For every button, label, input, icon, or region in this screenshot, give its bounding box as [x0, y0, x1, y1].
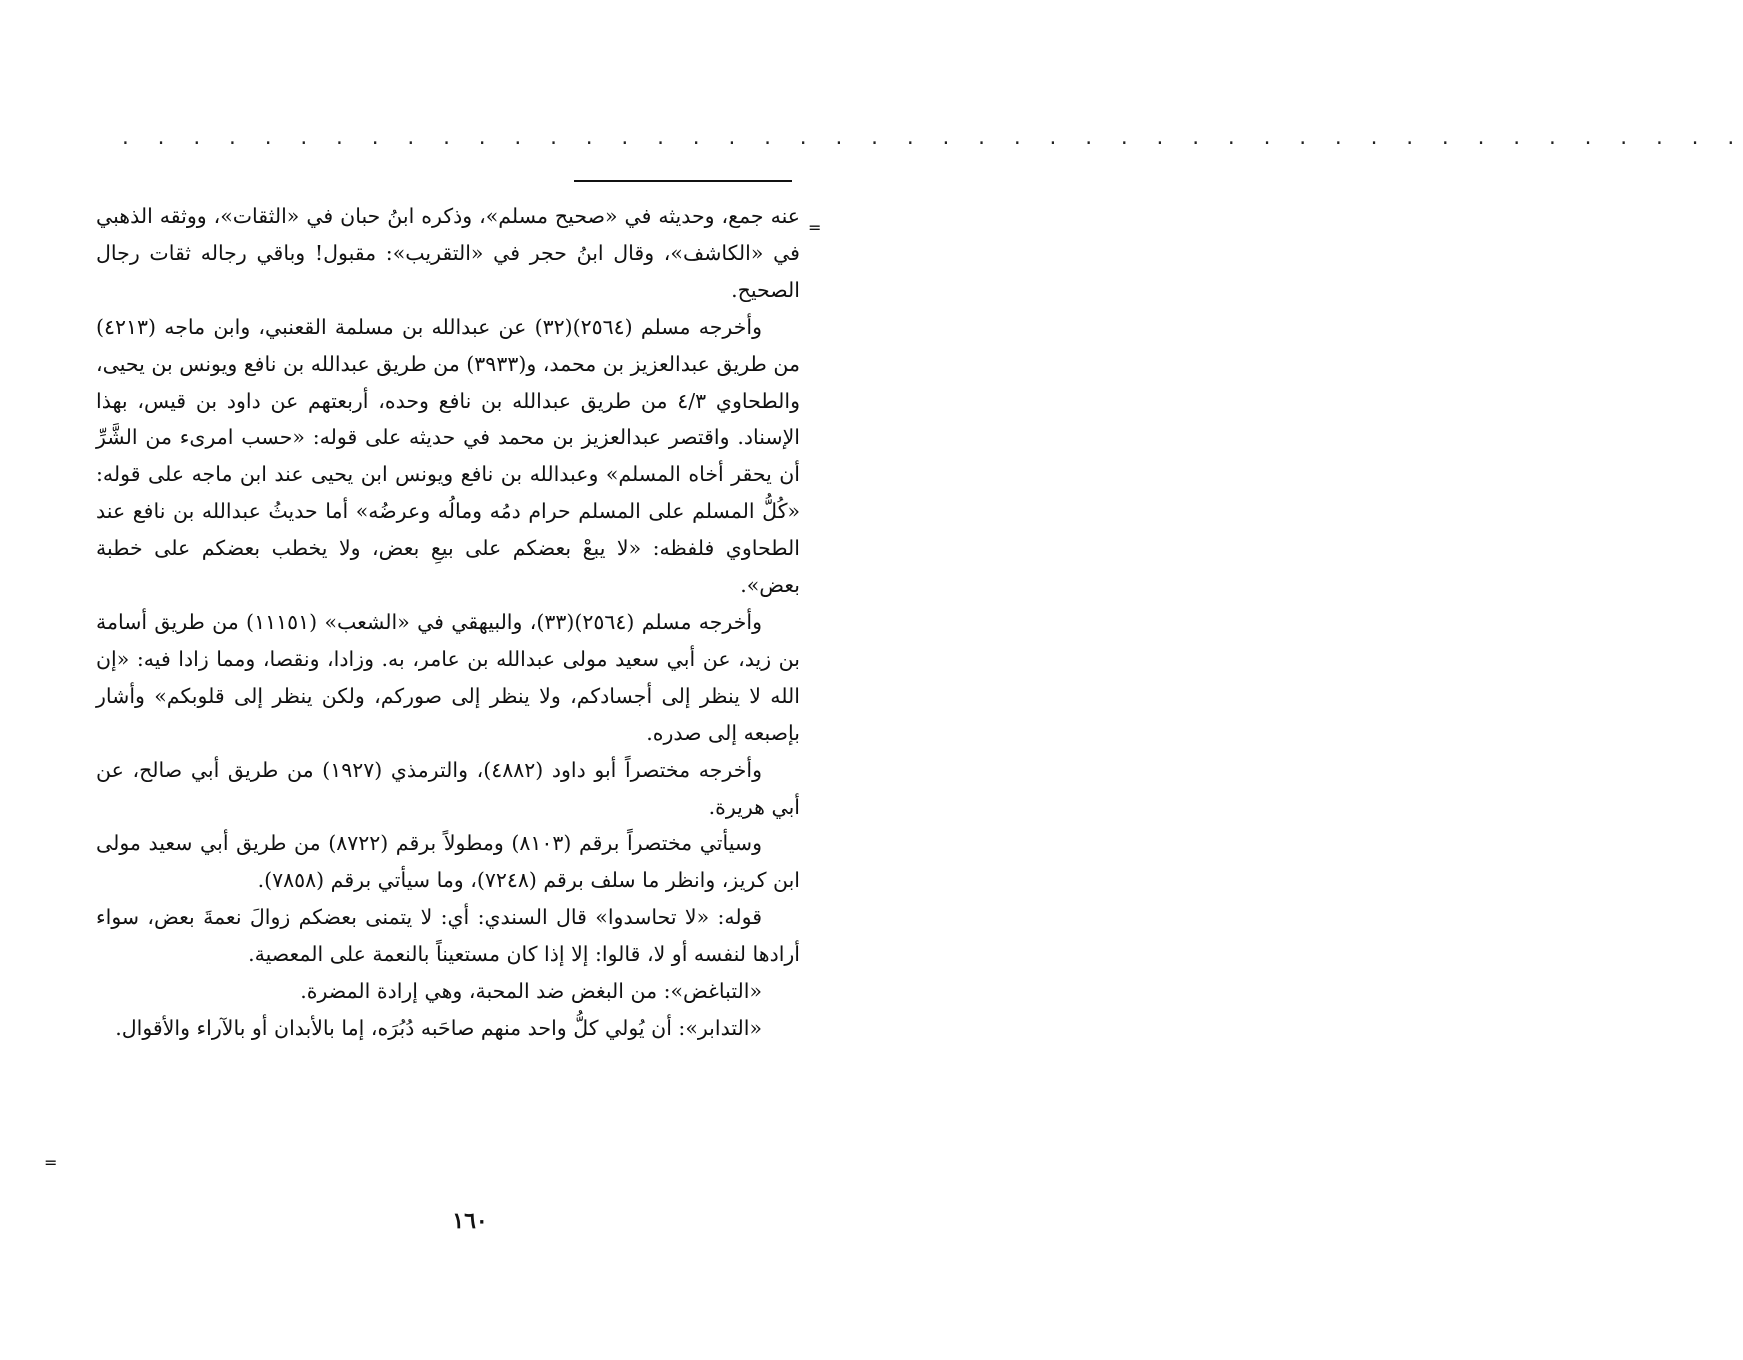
footnote-rule	[574, 180, 792, 182]
paragraph: وسيأتي مختصراً برقم (٨١٠٣) ومطولاً برقم (٨٧٢٢) من طريق أبي سعيد مولى ابن كريز، وانظر ما سلف برقم (٧٢٤٨)، وما سيأتي برقم (٧٨٥٨).	[96, 831, 800, 893]
footnote-body	[96, 198, 800, 1047]
paragraph: «التباغض»: من البغض ضد المحبة، وهي إرادة المضرة.	[300, 979, 762, 1004]
paragraph: وأخرجه مختصراً أبو داود (٤٨٨٢)، والترمذي (١٩٢٧) من طريق أبي صالح، عن أبي هريرة.	[96, 757, 800, 819]
paragraph: «التدابر»: أن يُولي كلُّ واحد منهم صاحَبه دُبُرَه، إما بالأبدان أو بالآراء والأقوال.	[115, 1015, 762, 1040]
continuation-mark-top: =	[808, 218, 822, 237]
page-number: ١٦٠	[452, 1208, 488, 1234]
paragraph: عنه جمع، وحديثه في «صحيح مسلم»، وذكره ابنُ حبان في «الثقات»، ووثقه الذهبي في «الكاشف»، وقال ابنُ حجر في «التقريب»: مقبول! وباقي رجاله ثقات رجال الصحيح.	[96, 204, 800, 302]
continuation-mark-bottom: =	[44, 1153, 58, 1172]
paragraph: وأخرجه مسلم (٢٥٦٤)(٣٢) عن عبدالله بن مسلمة القعنبي، وابن ماجه (٤٢١٣) من طريق عبدالعزيز بن محمد، و(٣٩٣٣) من طريق عبدالله بن نافع ويونس بن يحيى، والطحاوي ٤/٣ من طريق عبدالله بن نافع وحده، أربعتهم عن داود بن قيس، بهذا الإسناد. واقتصر عبدالعزيز بن محمد في حديثه على قوله: «حسب امرىء من الشَّرِّ أن يحقر أخاه المسلم» وعبدالله بن نافع ويونس ابن يحيى عند ابن ماجه على قوله: «كُلُّ المسلم على المسلم حرام دمُه ومالُه وعرضُه» أما حديثُ عبدالله بن نافع عند الطحاوي فلفظه: «لا يبعْ بعضكم على بيعِ بعض، ولا يخطب بعضكم على خطبة بعض».	[96, 314, 800, 598]
paragraph: وأخرجه مسلم (٢٥٦٤)(٣٣)، والبيهقي في «الشعب» (١١١٥١) من طريق أسامة بن زيد، عن أبي سعيد مولى عبدالله بن عامر، به. وزادا، ونقصا، ومما زادا فيه: «إن الله لا ينظر إلى أجسادكم، ولا ينظر إلى صوركم، ولكن ينظر إلى قلوبكم» وأشار بإصبعه إلى صدره.	[96, 609, 800, 745]
separator-dots: . . . . . . . . . . . . . . . . . . . . . . . . . . . . . . . . . . . . . . . . . . . . . .	[120, 128, 1743, 149]
paragraph: قوله: «لا تحاسدوا» قال السندي: أي: لا يتمنى بعضكم زوالَ نعمةَ بعض، سواء أرادها لنفسه أو لا، قالوا: إلا إذا كان مستعيناً بالنعمة على المعصية.	[96, 905, 800, 967]
